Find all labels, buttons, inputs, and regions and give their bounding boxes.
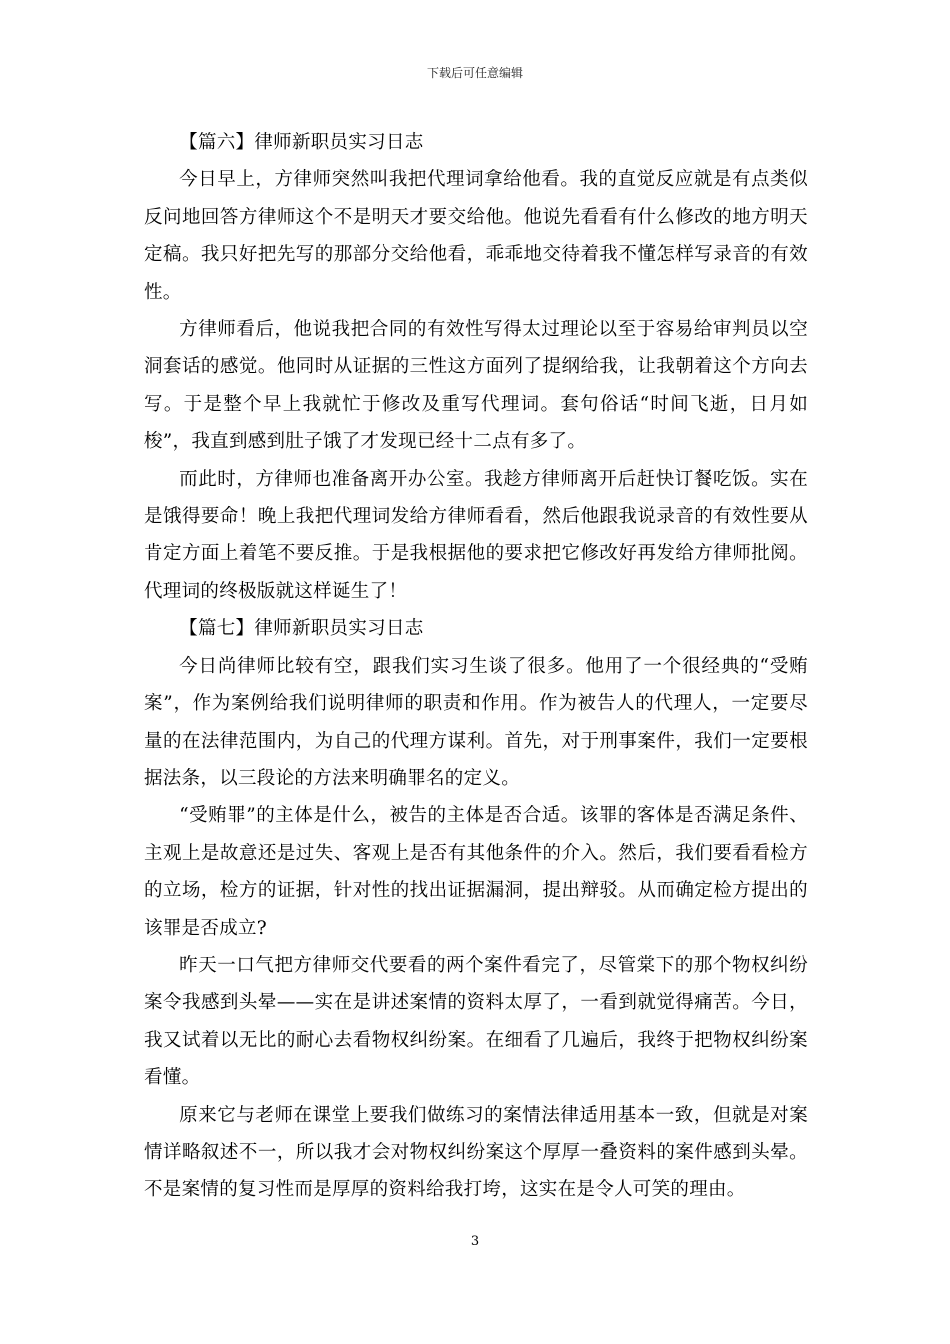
section-heading-7: 【篇七】律师新职员实习日志 [179, 618, 424, 640]
paragraph: 今日早上，方律师突然叫我把代理词拿给他看。我的直觉反应就是有点类似反问地回答方律师这个不是明天才要交给他。他说先看看有什么修改的地方明天定稿。我只好把先写的那部分交给他看，乖乖地交待着我不懂怎样写录音的有效性。 [144, 169, 808, 303]
section-heading-6: 【篇六】律师新职员实习日志 [179, 132, 424, 153]
page-number: 3 [470, 1234, 480, 1249]
paragraph: 原来它与老师在课堂上要我们做练习的案情法律适用基本一致，但就是对案情详略叙述不一，所以我才会对物权纠纷案这个厚厚一叠资料的案件感到头晕。不是案情的复习性而是厚厚的资料给我打垮，这实在是令人可笑的理由。 [144, 1104, 808, 1201]
document-body [144, 124, 808, 1209]
page-header: 下载后可任意编辑 [426, 66, 523, 80]
paragraph: “受贿罪”的主体是什么，被告的主体是否合适。该罪的客体是否满足条件、主观上是故意还是过失、客观上是否有其他条件的介入。然后，我们要看看检方的立场，检方的证据，针对性的找出证据漏洞，提出辩驳。从而确定检方提出的该罪是否成立? [144, 805, 808, 939]
paragraph: 而此时，方律师也准备离开办公室。我趁方律师离开后赶快订餐吃饭。实在是饿得要命！晚上我把代理词发给方律师看看，然后他跟我说录音的有效性要从肯定方面上着笔不要反推。于是我根据他的要求把它修改好再发给方律师批阅。代理词的终极版就这样诞生了！ [144, 468, 808, 602]
paragraph: 昨天一口气把方律师交代要看的两个案件看完了，尽管棠下的那个物权纠纷案令我感到头晕——实在是讲述案情的资料太厚了，一看到就觉得痛苦。今日，我又试着以无比的耐心去看物权纠纷案。在细看了几遍后，我终于把物权纠纷案看懂。 [144, 954, 808, 1089]
paragraph: 今日尚律师比较有空，跟我们实习生谈了很多。他用了一个很经典的“受贿案”，作为案例给我们说明律师的职责和作用。作为被告人的代理人，一定要尽量的在法律范围内，为自己的代理方谋利。首先，对于刑事案件，我们一定要根据法条，以三段论的方法来明确罪名的定义。 [144, 655, 808, 789]
paragraph: 方律师看后，他说我把合同的有效性写得太过理论以至于容易给审判员以空洞套话的感觉。他同时从证据的三性这方面列了提纲给我，让我朝着这个方向去写。于是整个早上我就忙于修改及重写代理词。套句俗话“时间飞逝，日月如梭”，我直到感到肚子饿了才发现已经十二点有多了。 [144, 319, 808, 453]
